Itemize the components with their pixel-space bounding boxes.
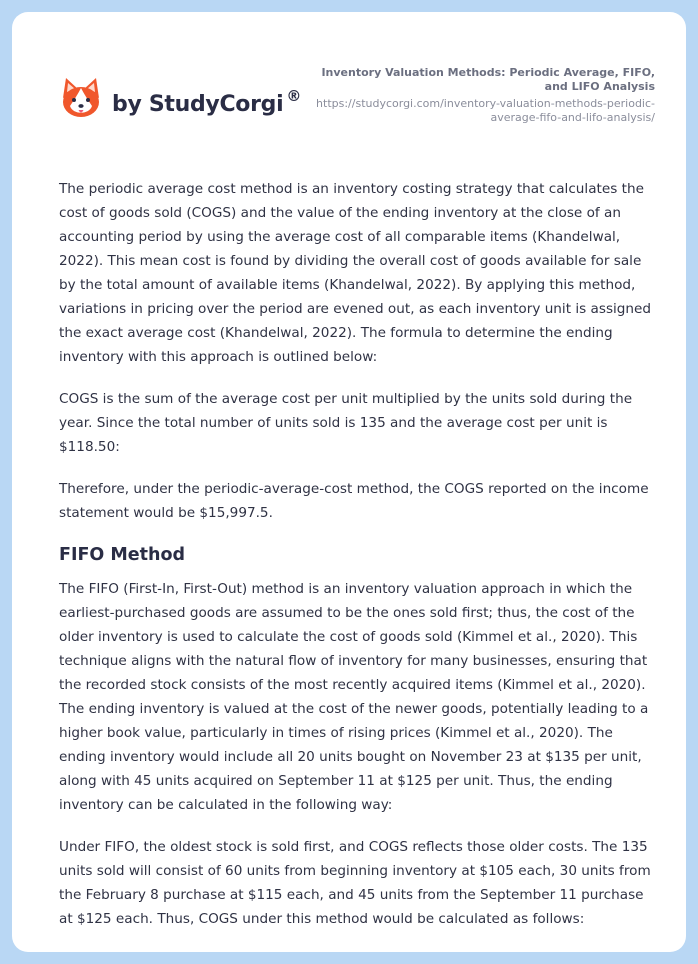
paragraph-fifo-description: The FIFO (First-In, First-Out) method is an inventory valuation approach in which the earliest-purchased goods are assumed to be the ones sold first; thus, the cost of the older inventory is used to calculate the cost of goods sold (Kimmel et al., 2020). This technique aligns with the natural flow of inventory for many businesses, ensuring that the recorded stock consists of the most recently acquired items (Kimmel et al., 2020). The ending inventory is valued at the cost of the newer goods, potentially leading to a higher book value, particularly in times of rising prices (Kimmel et al., 2020). The ending inventory would include all 20 units bought on November 23 at $135 per unit, along with 45 units acquired on September 11 at $125 per unit. Thus, the ending inventory can be calculated in the following way:: [59, 581, 649, 813]
article-body: [59, 177, 659, 949]
document-url-link[interactable]: https://studycorgi.com/inventory-valuation-methods-periodic-average-fifo-and-lifo-analysis/: [316, 97, 655, 124]
brand-name: by StudyCorgi ®: [112, 87, 302, 117]
document-meta: [295, 66, 655, 125]
paragraph-cogs-average: COGS is the sum of the average cost per unit multiplied by the units sold during the year. Since the total number of units sold is 135 and the average cost per unit is $118.50:: [59, 391, 633, 455]
document-title: Inventory Valuation Methods: Periodic Average, FIFO, and LIFO Analysis: [321, 66, 655, 93]
registered-mark: ®: [286, 87, 302, 105]
studycorgi-logo[interactable]: [60, 76, 301, 120]
paragraph-fifo-cogs: Under FIFO, the oldest stock is sold first, and COGS reflects those older costs. The 135 units sold will consist of 60 units from beginning inventory at $105 each, 30 units from the February 8 purchase at $115 each, and 45 units from the September 11 purchase at $125 each. Thus, COGS under this method would be calculated as follows:: [59, 839, 651, 927]
paragraph-cogs-result: Therefore, under the periodic-average-cost method, the COGS reported on the income statement would be $15,997.5.: [59, 481, 649, 521]
corgi-head-icon: [60, 76, 102, 120]
document-card: [12, 12, 686, 952]
heading-fifo-method: FIFO Method: [59, 545, 186, 565]
paragraph-periodic-average: The periodic average cost method is an inventory costing strategy that calculates the cost of goods sold (COGS) and the value of the ending inventory at the close of an accounting period by using the average cost of all comparable items (Khandelwal, 2022). This mean cost is found by dividing the overall cost of goods available for sale by the total amount of available items (Khandelwal, 2022). By applying this method, variations in pricing over the period are evened out, as each inventory unit is assigned the exact average cost (Khandelwal, 2022). The formula to determine the ending inventory with this approach is outlined below:: [59, 181, 652, 365]
